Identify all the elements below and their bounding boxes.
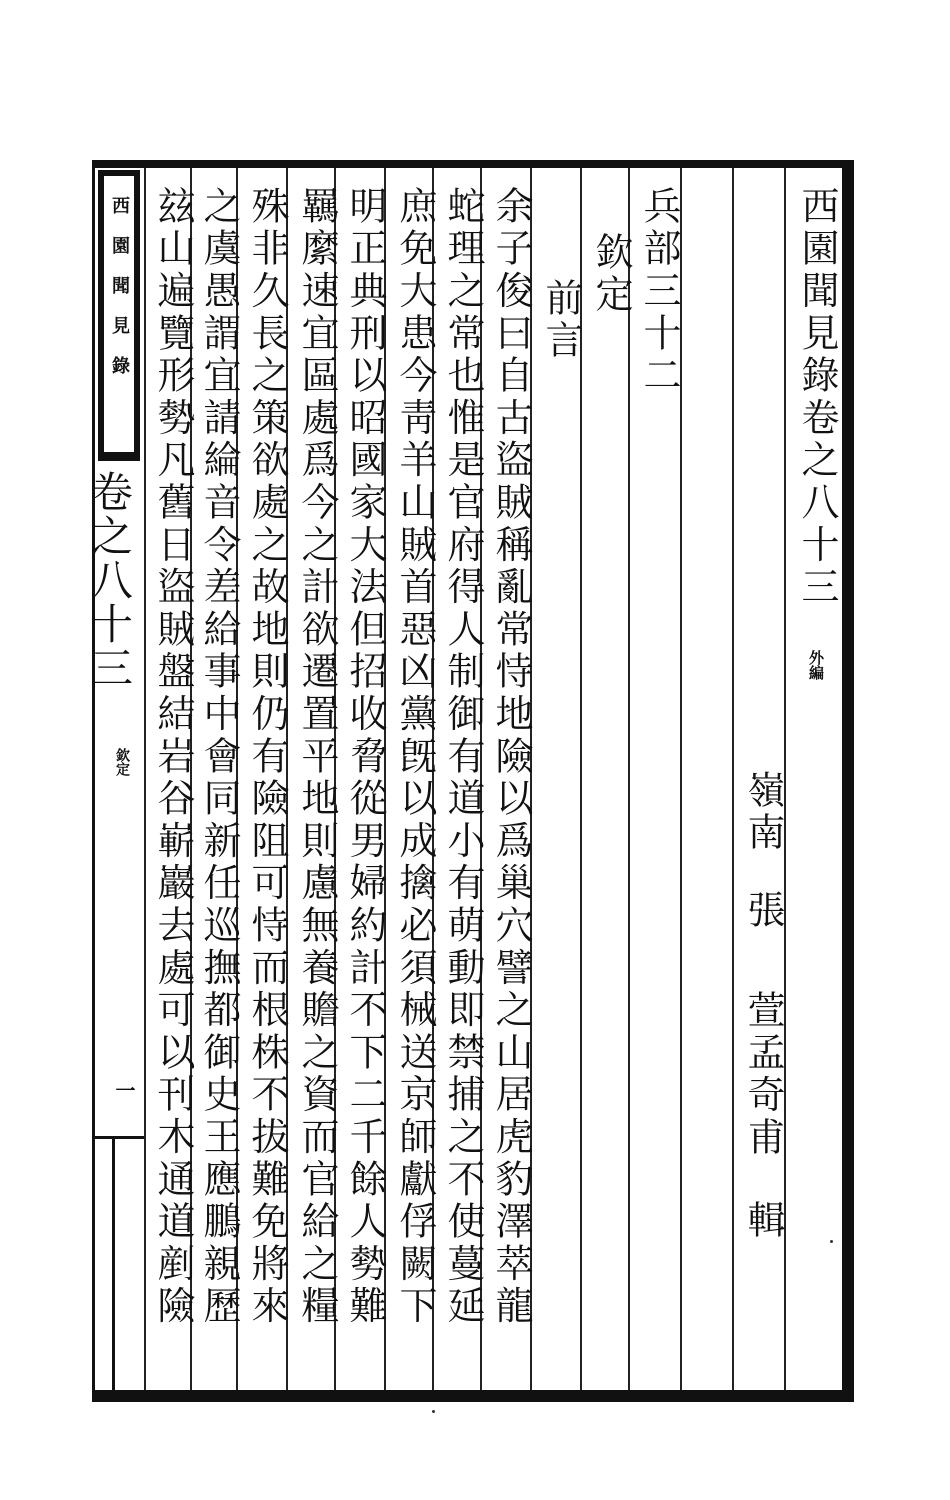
text-column: 羈縻速宜區處爲今之計欲遷置平地則慮無養贍之資而官給之糧 bbox=[295, 186, 339, 1329]
text-column: 之虞愚謂宜請綸音令差給事中會同新任巡撫都御史王應鵬親歷 bbox=[197, 186, 241, 1329]
author-surname: 張 bbox=[741, 890, 785, 933]
scan-speck bbox=[830, 1240, 833, 1243]
column-rule bbox=[144, 168, 146, 1390]
frame-right-border bbox=[842, 160, 854, 1402]
section-title: 兵部三十二 bbox=[637, 186, 681, 398]
spine-folio-number: 一 bbox=[112, 1080, 136, 1100]
frame-bottom-border bbox=[92, 1390, 854, 1402]
spine-juan-label: 卷之八十三 bbox=[85, 470, 134, 690]
section-heading: 前言 bbox=[539, 278, 583, 363]
spine-book-title: 西園聞見錄 bbox=[109, 196, 130, 396]
scan-speck bbox=[432, 1410, 435, 1413]
spine-separator bbox=[98, 458, 140, 461]
column-rule bbox=[628, 168, 630, 1390]
spine-siku-mark: 欽定 bbox=[114, 748, 130, 776]
volume-title: 西園聞見錄卷之八十三 bbox=[795, 186, 839, 609]
frame-top-border bbox=[92, 160, 854, 168]
imperial-mark: 欽定 bbox=[589, 232, 633, 317]
author-place: 嶺南 bbox=[741, 770, 785, 855]
title-note: 外編 bbox=[807, 650, 825, 680]
text-column: 殊非久長之策欲處之故地則仍有險阻可恃而根株不拔難免將來 bbox=[245, 186, 289, 1329]
author-name: 萱孟奇甫 bbox=[741, 990, 785, 1160]
text-column: 余子俊曰自古盜賊稱亂常恃地險以爲巢穴譬之山居虎豹澤萃龍 bbox=[489, 186, 533, 1329]
spine-bottom-rule bbox=[92, 1136, 144, 1139]
spine-bottom-vertical-rule bbox=[112, 1136, 115, 1392]
text-column: 玆山遍覽形勢凡舊日盜賊盤結岩谷嶄巖去處可以刊木通道剷險 bbox=[151, 186, 195, 1329]
author-role: 輯 bbox=[741, 1200, 785, 1243]
text-column: 蛇理之常也惟是官府得人制御有道小有萌動即禁捕之不使蔓延 bbox=[441, 186, 485, 1329]
text-column: 明正典刑以昭國家大法但招收脅從男婦約計不下二千餘人勢難 bbox=[343, 186, 387, 1329]
column-rule bbox=[732, 168, 734, 1390]
text-column: 庶免大患今靑羊山賊首惡凶黨旣以成擒必須械送京師獻俘闕下 bbox=[393, 186, 437, 1329]
